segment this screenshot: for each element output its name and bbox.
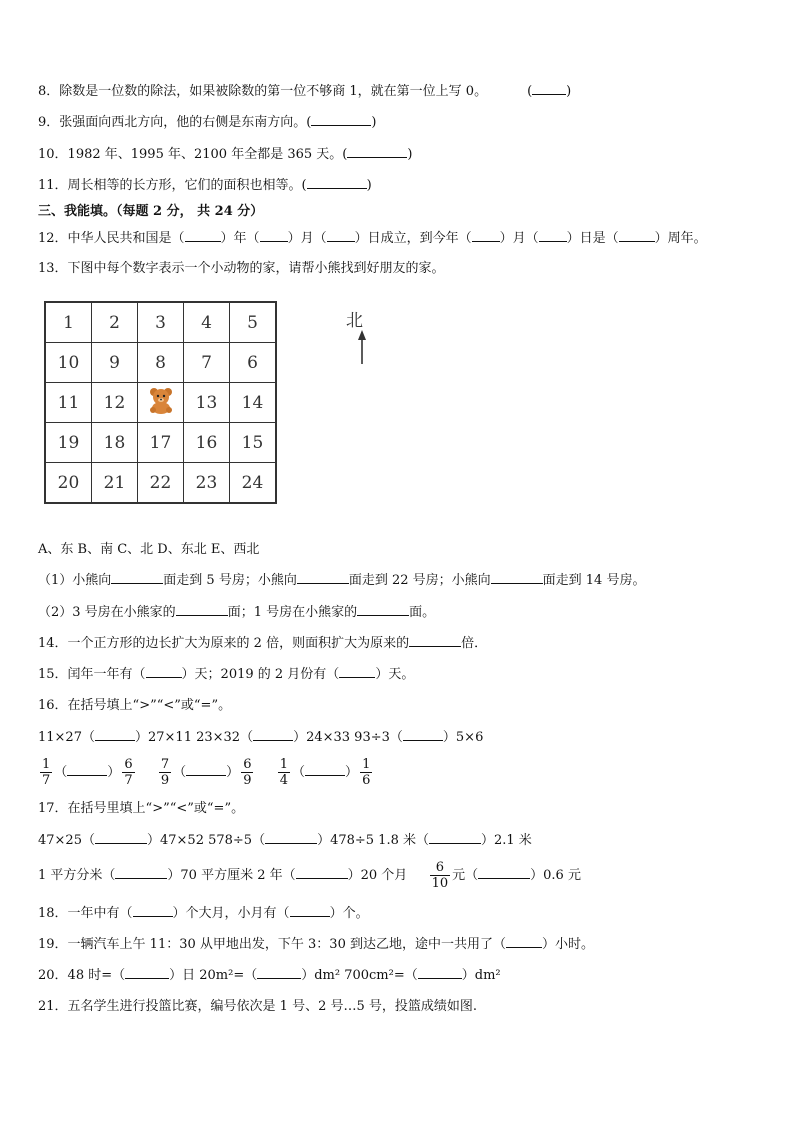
answer-blank[interactable] [307,176,367,189]
fraction: $\frac{6}{7}$ [124,757,133,788]
fraction: $\frac{1}{4}$ [279,757,289,788]
question-8: 8．除数是一位数的除法，如果被除数的第一位不够商 1，就在第一位上写 0。 ( ) [38,84,572,99]
fraction: $\frac{1}{7}$ [42,757,51,788]
grid-cell: 7 [184,343,230,383]
answer-blank[interactable] [403,728,443,741]
answer-blank[interactable] [339,665,375,678]
grid-cell: 16 [184,423,230,463]
answer-blank[interactable] [357,603,409,616]
grid-cell: 12 [92,383,138,423]
answer-blank[interactable] [265,831,317,844]
answer-blank[interactable] [347,145,407,158]
answer-blank[interactable] [297,571,349,584]
question-19: 19．一辆汽车上午 11：30 从甲地出发，下午 3：30 到达乙地，途中一共用了（ ）小时。 [38,937,594,952]
question-21: 21．五名学生进行投篮比赛，编号依次是 1 号、2 号…5 号，投篮成绩如图. [38,999,478,1014]
grid-cell: 13 [184,383,230,423]
fraction: $\frac{7}{9}$ [160,757,170,788]
grid-cell: 19 [45,423,92,463]
question-16-row-1: 11×27（ ）27×11 23×32（ ）24×33 93÷3（ ）5×6 [38,730,484,745]
bear-icon [138,383,184,423]
answer-blank[interactable] [305,763,345,776]
grid-cell: 18 [92,423,138,463]
question-13: 13．下图中每个数字表示一个小动物的家，请帮小熊找到好朋友的家。 [38,261,445,276]
fraction: $\frac{6}{9}$ [243,757,252,788]
north-label: 北 [346,311,363,331]
grid-cell: 6 [230,343,277,383]
grid-cell: 2 [92,302,138,343]
grid-row [45,423,276,463]
question-18: 18．一年中有（ ）个大月，小月有（ ）个。 [38,906,369,921]
grid-cell: 21 [92,463,138,504]
answer-blank[interactable] [146,665,182,678]
direction-options: A、东 B、南 C、北 D、东北 E、西北 [38,542,260,557]
grid-cell: 23 [184,463,230,504]
question-17-row-2: 1 平方分米（ ）70 平方厘米 2 年（ ）20 个月 $\frac{6}{10}$ 元（ ）0.6 元 [38,860,581,891]
grid-cell: 24 [230,463,277,504]
question-16-row-2: $\frac{1}{7}$ （ ） $\frac{6}{7}$ $\frac{7}{9}$ （ ） $\frac{6}{9}$ $\frac{1}{4}$ （ ） $\frac{1}{6}$ [42,757,371,788]
question-15: 15．闰年一年有（ ）天；2019 的 2 月份有（ ）天。 [38,667,415,682]
answer-blank[interactable] [185,229,221,242]
grid-row [45,302,276,343]
answer-blank[interactable] [409,634,461,647]
grid-row [45,463,276,504]
grid-cell: 9 [92,343,138,383]
grid-cell: 22 [138,463,184,504]
answer-blank[interactable] [532,82,566,95]
question-11: 11．周长相等的长方形，它们的面积也相等。( ) [38,178,372,193]
answer-blank[interactable] [296,866,348,879]
answer-blank[interactable] [260,229,288,242]
grid-row [45,383,276,423]
answer-blank[interactable] [311,113,371,126]
grid-cell: 4 [184,302,230,343]
answer-blank[interactable] [186,763,226,776]
answer-blank[interactable] [111,571,163,584]
answer-blank[interactable] [290,904,330,917]
grid-cell: 11 [45,383,92,423]
answer-blank[interactable] [478,866,530,879]
question-16: 16．在括号填上“>”“<”或“=”。 [38,698,232,713]
answer-blank[interactable] [253,728,293,741]
grid-row [45,343,276,383]
house-grid [44,301,277,504]
fraction: $\frac{6}{10}$ [431,860,449,891]
question-17: 17．在括号里填上“>”“<”或“=”。 [38,801,245,816]
question-13-2: （2）3 号房在小熊家的 面；1 号房在小熊家的 面。 [38,605,436,620]
answer-blank[interactable] [472,229,500,242]
grid-cell: 5 [230,302,277,343]
grid-cell: 20 [45,463,92,504]
question-9: 9．张强面向西北方向，他的右侧是东南方向。( ) [38,115,377,130]
answer-blank[interactable] [506,935,542,948]
answer-blank[interactable] [115,866,167,879]
answer-blank[interactable] [95,728,135,741]
answer-blank[interactable] [619,229,655,242]
grid-cell: 14 [230,383,277,423]
fraction: $\frac{1}{6}$ [362,757,371,788]
answer-blank[interactable] [539,229,567,242]
question-20: 20．48 时=（ ）日 20m²=（ ）dm² 700cm²=（ ）dm² [38,968,501,983]
question-17-row-1: 47×25（ ）47×52 578÷5（ ）478÷5 1.8 米（ ）2.1 米 [38,833,532,848]
question-12: 12．中华人民共和国是（ ）年（ ）月（ ）日成立，到今年（ ）月（ ）日是（ ）周年。 [38,231,707,246]
question-13-1: （1）小熊向 面走到 5 号房；小熊向 面走到 22 号房；小熊向 面走到 14 号房。 [38,573,646,588]
question-10: 10．1982 年、1995 年、2100 年全都是 365 天。( ) [38,147,413,162]
answer-blank[interactable] [418,966,462,979]
answer-blank[interactable] [125,966,169,979]
grid-cell: 1 [45,302,92,343]
north-arrow-icon [355,330,369,364]
answer-blank[interactable] [95,831,147,844]
answer-blank[interactable] [133,904,173,917]
answer-blank[interactable] [176,603,228,616]
grid-cell: 10 [45,343,92,383]
section-title: 三、我能填。（每题 2 分， 共 24 分） [38,204,264,219]
answer-blank[interactable] [67,763,107,776]
answer-blank[interactable] [257,966,301,979]
grid-cell: 8 [138,343,184,383]
answer-blank[interactable] [491,571,543,584]
grid-cell: 15 [230,423,277,463]
grid-cell: 3 [138,302,184,343]
answer-blank[interactable] [327,229,355,242]
grid-cell: 17 [138,423,184,463]
answer-blank[interactable] [429,831,481,844]
question-14: 14．一个正方形的边长扩大为原来的 2 倍，则面积扩大为原来的 倍． [38,636,488,651]
